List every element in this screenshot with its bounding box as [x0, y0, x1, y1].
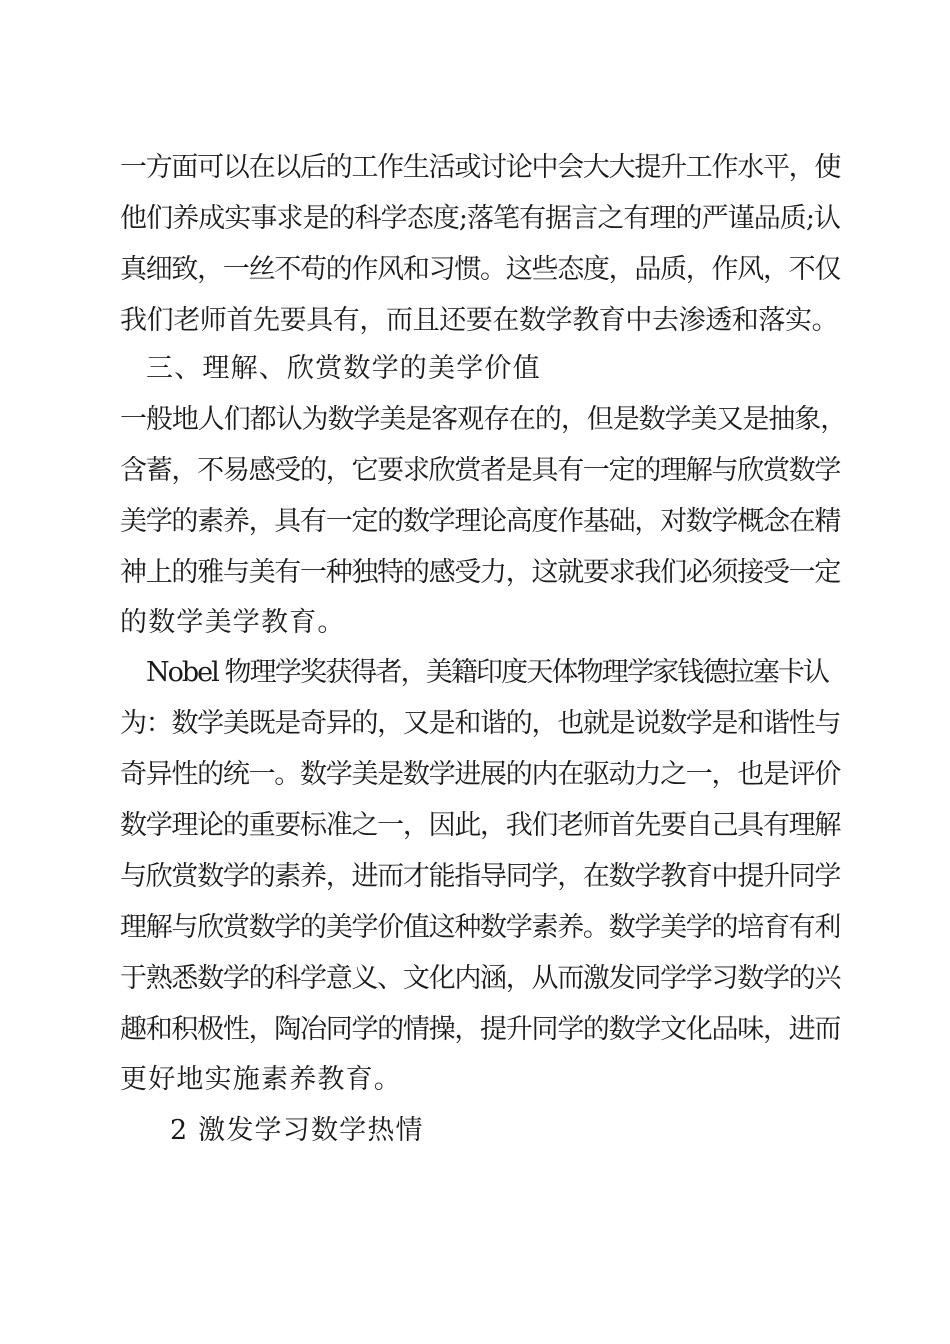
paragraph-3-line-7: 于熟悉数学的科学意义、文化内涵，从而激发同学学习数学的兴 [120, 963, 840, 994]
paragraph-3-line-5: 与欣赏数学的素养，进而才能指导同学，在数学教育中提升同学 [120, 861, 840, 892]
subheading: 2 激发学习数学热情 [170, 1115, 424, 1146]
paragraph-3-line-1: Nobel 物理学奖获得者，美籍印度天体物理学家钱德拉塞卡认 [146, 657, 828, 688]
paragraph-1-line-2: 他们养成实事求是的科学态度;落笔有据言之有理的严谨品质;认 [120, 203, 840, 234]
paragraph-1-line-4: 我们老师首先要具有，而且还要在数学教育中去渗透和落实。 [120, 305, 839, 336]
paragraph-2-line-1: 一般地人们都认为数学美是客观存在的，但是数学美又是抽象， [120, 404, 846, 435]
paragraph-3-line-9: 更好地实施素养教育。 [120, 1064, 402, 1095]
paragraph-2-line-4: 神上的雅与美有一种独特的感受力，这就要求我们必须接受一定 [120, 557, 840, 588]
paragraph-3-line-6: 理解与欣赏数学的美学价值这种数学素养。数学美学的培育有利 [120, 912, 840, 943]
section-heading: 三、理解、欣赏数学的美学价值 [146, 353, 541, 384]
paragraph-2-line-2: 含蓄，不易感受的，它要求欣赏者是具有一定的理解与欣赏数学 [120, 455, 840, 486]
paragraph-1-line-1: 一方面可以在以后的工作生活或讨论中会大大提升工作水平，使 [120, 152, 840, 183]
paragraph-3-line-2: 为：数学美既是奇异的，又是和谐的，也就是说数学是和谐性与 [120, 708, 840, 739]
paragraph-3-line-8: 趣和积极性，陶冶同学的情操，提升同学的数学文化品味，进而 [120, 1014, 840, 1045]
paragraph-3-line-3: 奇异性的统一。数学美是数学进展的内在驱动力之一，也是评价 [120, 759, 840, 790]
paragraph-2-line-5: 的数学美学教育。 [120, 607, 346, 638]
paragraph-3-line-4: 数学理论的重要标准之一，因此，我们老师首先要自己具有理解 [120, 810, 840, 841]
paragraph-1-line-3: 真细致，一丝不苟的作风和习惯。这些态度，品质，作风，不仅 [120, 254, 840, 285]
paragraph-2-line-3: 美学的素养，具有一定的数学理论高度作基础，对数学概念在精 [120, 506, 840, 537]
